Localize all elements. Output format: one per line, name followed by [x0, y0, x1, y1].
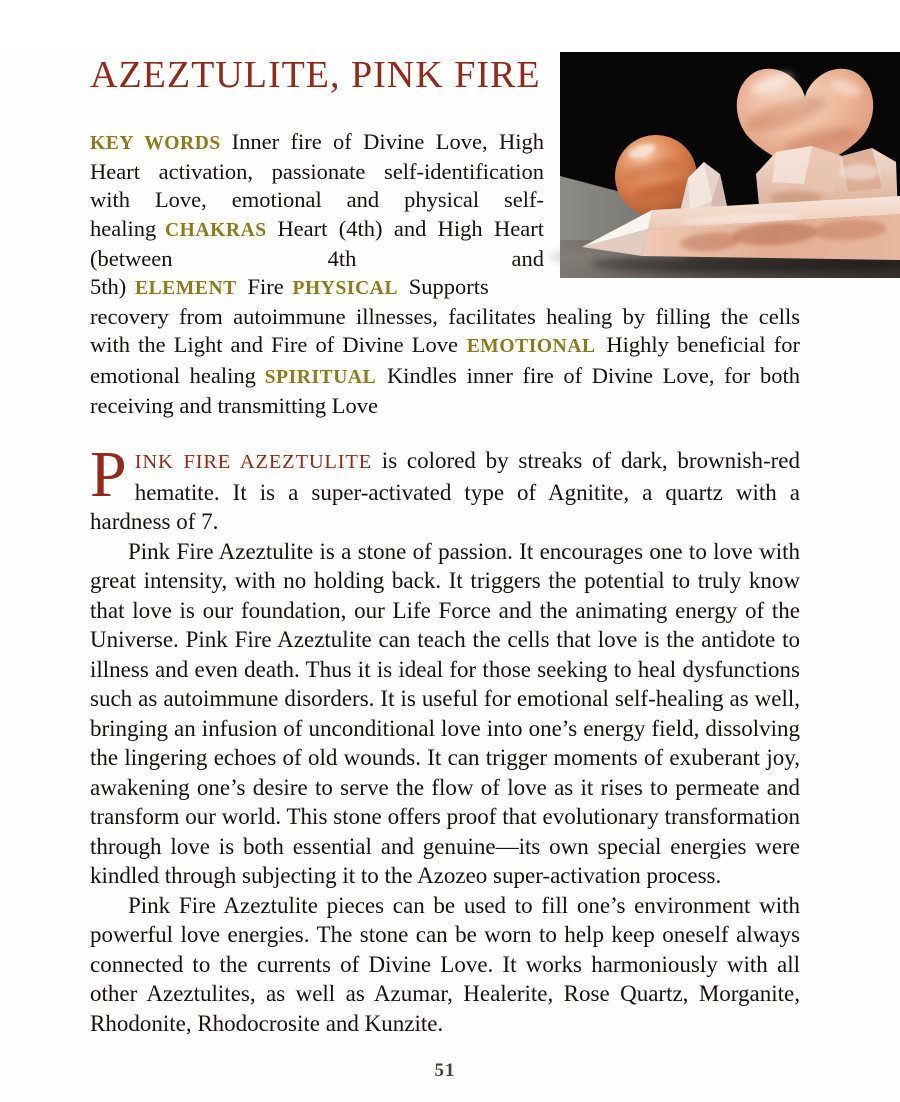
page-title: AZEZTULITE, PINK FIRE	[90, 54, 541, 96]
key-words-label: KEY WORDS	[90, 133, 221, 154]
emotional-label: EMOTIONAL	[466, 336, 596, 358]
lead-paragraph	[90, 438, 800, 537]
body-paragraph-3: Pink Fire Azeztulite pieces can be used to fill one’s environment with powerful love energies. The stone can be worn to help keep oneself always connected to the currents of Divine Love. It works harmoniously with all other Azeztulites, as well as Azumar, Healerite, Rose Quartz, Morganite, Rhodonite, Rhodocrosite and Kunzite.	[90, 892, 800, 1036]
element-text: Fire	[247, 274, 284, 300]
lead-text: is colored by streaks of dark, brownish-red hematite. It is a super-activated type of Agnitite, a quartz with a hardness of 7.	[90, 448, 800, 535]
physical-label: PHYSICAL	[292, 278, 399, 300]
lead-smallcaps: INK FIRE AZEZTULITE	[134, 451, 373, 474]
pink-fire-azeztulite-photo	[560, 52, 900, 278]
body-paragraph-2: Pink Fire Azeztulite is a stone of passion. It encourages one to love with great intensity, with no holding back. It triggers the potential to truly know that love is our foundation, our Life Force and the animating energy of the Universe. Pink Fire Azeztulite can teach the cells that love is the antidote to illness and even death. Thus it is ideal for those seeking to heal dysfunctions such as autoimmune disorders. It is useful for emotional self-healing as well, bringing an infusion of unconditional love into one’s energy field, dissolving the lingering echoes of old wounds. It can trigger moments of exuberant joy, awakening one’s desire to serve the flow of love as it rises to permeate and transform our world. This stone offers proof that evolutionary transformation through love is both essential and genuine—its own special energies were kindled through subjecting it to the Azozeo super-activation process.	[90, 538, 800, 889]
chakras-text: Heart (4th) and High Heart (between 4th and 5th)	[90, 215, 544, 300]
book-page	[0, 52, 900, 1102]
emotional-text: Highly beneficial for emotional healing	[90, 332, 800, 388]
physical-text: Supports recovery from autoimmune illnesses, facilitates healing by filling the cells with the Light and Fire of Divine Love	[90, 274, 800, 358]
spiritual-label: SPIRITUAL	[264, 366, 377, 388]
element-label: ELEMENT	[135, 278, 237, 300]
spiritual-text: Kindles inner fire of Divine Love, for both receiving and transmitting Love	[90, 362, 800, 418]
crystal-photo-illustration	[560, 52, 900, 278]
main-text-block	[90, 438, 800, 1038]
page-number: 51	[434, 1060, 456, 1082]
chakras-label: CHAKRAS	[165, 219, 267, 241]
drop-cap: P	[90, 438, 127, 512]
key-words-text: Inner fire of Divine Love, High Heart activation, passionate self-identification with Love, emotional and physical self-healing	[90, 129, 545, 241]
